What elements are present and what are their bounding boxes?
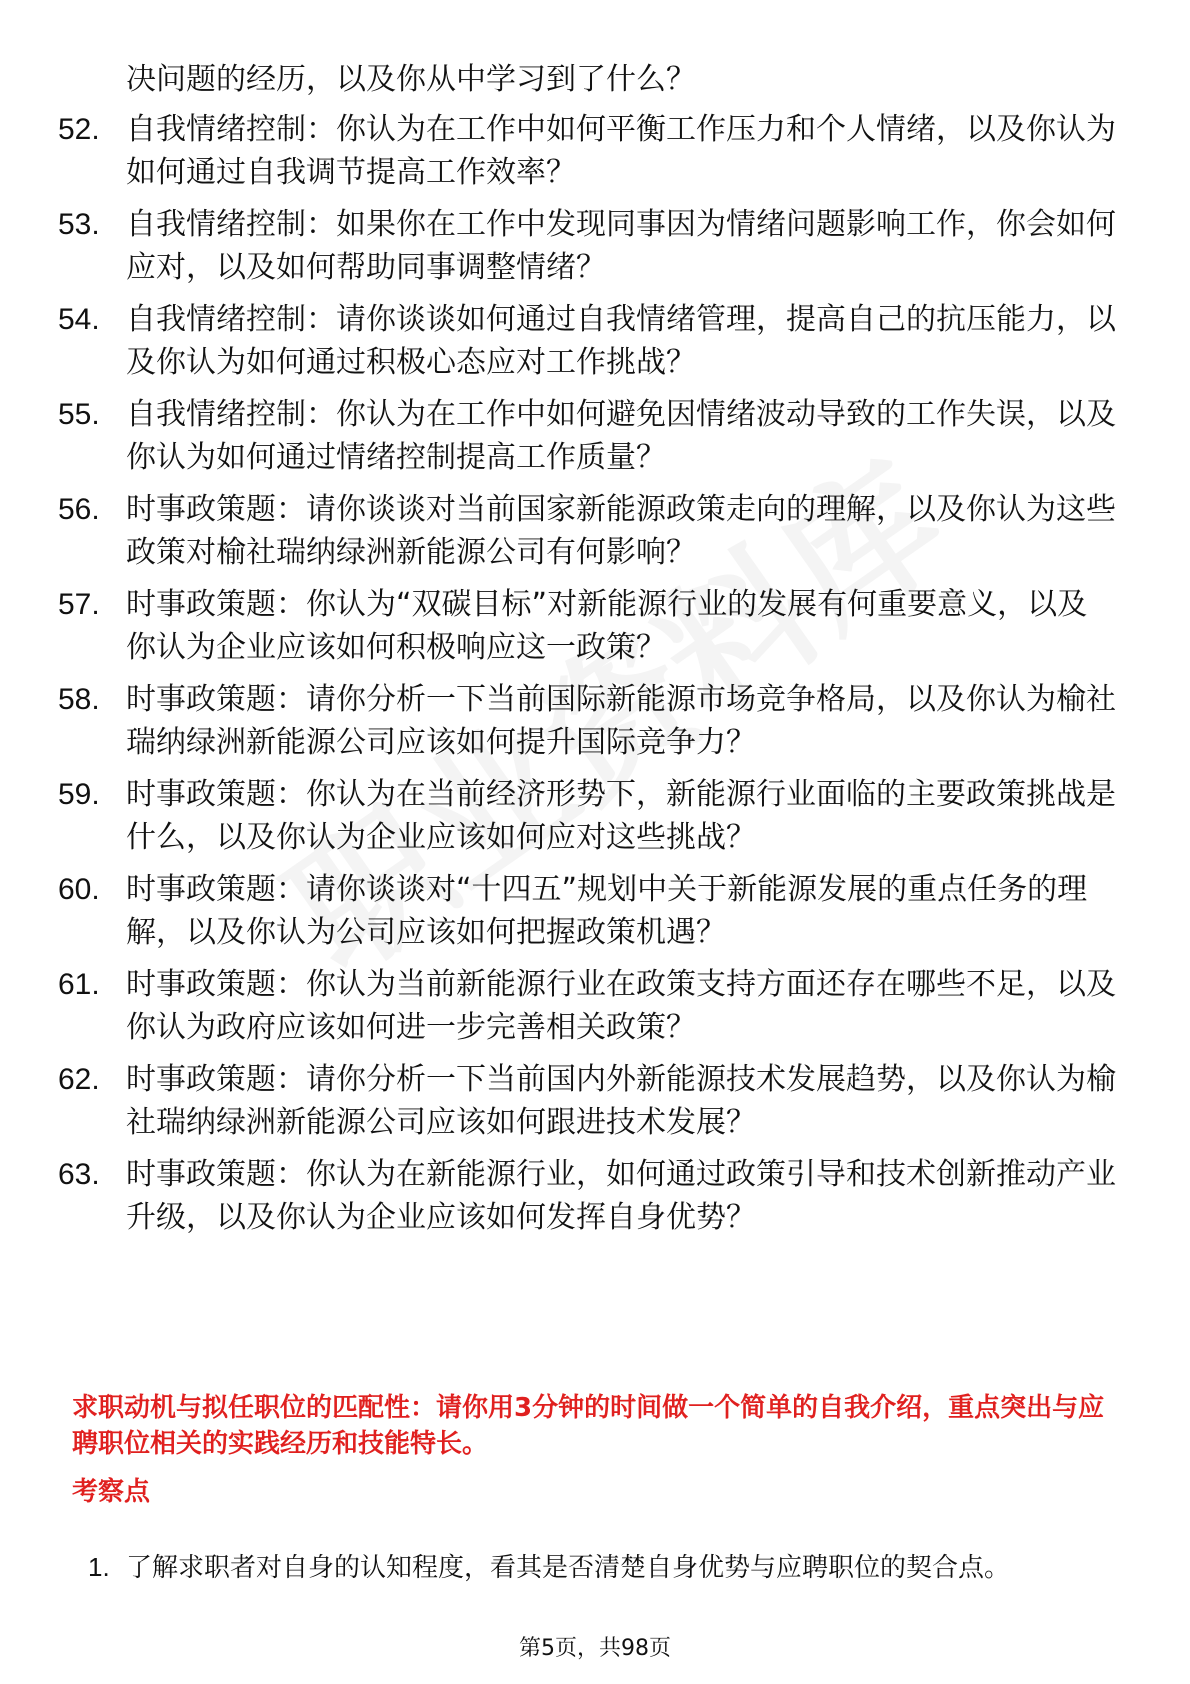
question-text: 自我情绪控制：你认为在工作中如何避免因情绪波动导致的工作失误，以及你认为如何通过情绪控制提高工作质量？ xyxy=(126,397,1116,475)
question-item xyxy=(58,963,1118,1049)
question-number: 63. xyxy=(58,1158,100,1191)
question-number: 62. xyxy=(58,1063,100,1096)
question-text: 自我情绪控制：如果你在工作中发现同事因为情绪问题影响工作，你会如何应对，以及如何帮助同事调整情绪？ xyxy=(126,207,1116,285)
section-label: 考察点 xyxy=(72,1477,151,1507)
question-text: 时事政策题：请你谈谈对当前国家新能源政策走向的理解，以及你认为这些政策对榆社瑞纳绿洲新能源公司有何影响？ xyxy=(126,492,1116,570)
question-number: 58. xyxy=(58,683,100,716)
point-number: 1. xyxy=(88,1552,110,1582)
question-item xyxy=(58,1153,1118,1239)
question-item xyxy=(58,108,1118,194)
question-number: 53. xyxy=(58,208,100,241)
question-item xyxy=(58,678,1118,764)
question-text: 时事政策题：请你分析一下当前国内外新能源技术发展趋势，以及你认为榆社瑞纳绿洲新能源公司应该如何跟进技术发展？ xyxy=(126,1062,1116,1140)
question-item xyxy=(58,868,1118,954)
question-item xyxy=(58,773,1118,859)
question-text: 时事政策题：你认为在当前经济形势下，新能源行业面临的主要政策挑战是什么，以及你认为企业应该如何应对这些挑战？ xyxy=(126,777,1116,855)
question-number: 54. xyxy=(58,303,100,336)
page-footer: 第5页，共98页 xyxy=(519,1636,671,1661)
question-number: 60. xyxy=(58,873,100,906)
point-text: 了解求职者对自身的认知程度，看其是否清楚自身优势与应聘职位的契合点。 xyxy=(126,1553,1011,1583)
question-number: 55. xyxy=(58,398,100,431)
question-item xyxy=(58,488,1118,574)
question-text: 时事政策题：请你分析一下当前国际新能源市场竞争格局，以及你认为榆社瑞纳绿洲新能源公司应该如何提升国际竞争力？ xyxy=(126,682,1116,760)
question-number: 52. xyxy=(58,113,100,146)
question-text: 时事政策题：请你谈谈对“十四五”规划中关于新能源发展的重点任务的理解，以及你认为公司应该如何把握政策机遇？ xyxy=(126,872,1088,950)
question-item xyxy=(58,393,1118,479)
question-text: 时事政策题：你认为“双碳目标”对新能源行业的发展有何重要意义，以及你认为企业应该如何积极响应这一政策？ xyxy=(126,587,1088,665)
question-item xyxy=(58,1058,1118,1144)
question-number: 59. xyxy=(58,778,100,811)
list-item xyxy=(88,1549,1128,1586)
question-item xyxy=(58,203,1118,289)
question-item xyxy=(58,298,1118,384)
question-number: 57. xyxy=(58,588,100,621)
question-number: 56. xyxy=(58,493,100,526)
question-text: 自我情绪控制：你认为在工作中如何平衡工作压力和个人情绪，以及你认为如何通过自我调节提高工作效率？ xyxy=(126,112,1116,190)
question-number: 61. xyxy=(58,968,100,1001)
continuation-text: 决问题的经历，以及你从中学习到了什么？ xyxy=(126,62,696,97)
highlight-question: 求职动机与拟任职位的匹配性：请你用3分钟的时间做一个简单的自我介绍，重点突出与应聘职位相关的实践经历和技能特长。 xyxy=(72,1393,1105,1459)
question-text: 时事政策题：你认为当前新能源行业在政策支持方面还存在哪些不足，以及你认为政府应该如何进一步完善相关政策？ xyxy=(126,967,1116,1045)
question-text: 自我情绪控制：请你谈谈如何通过自我情绪管理，提高自己的抗压能力，以及你认为如何通过积极心态应对工作挑战？ xyxy=(126,302,1116,380)
question-item xyxy=(58,583,1118,669)
question-text: 时事政策题：你认为在新能源行业，如何通过政策引导和技术创新推动产业升级，以及你认为企业应该如何发挥自身优势？ xyxy=(126,1157,1116,1235)
